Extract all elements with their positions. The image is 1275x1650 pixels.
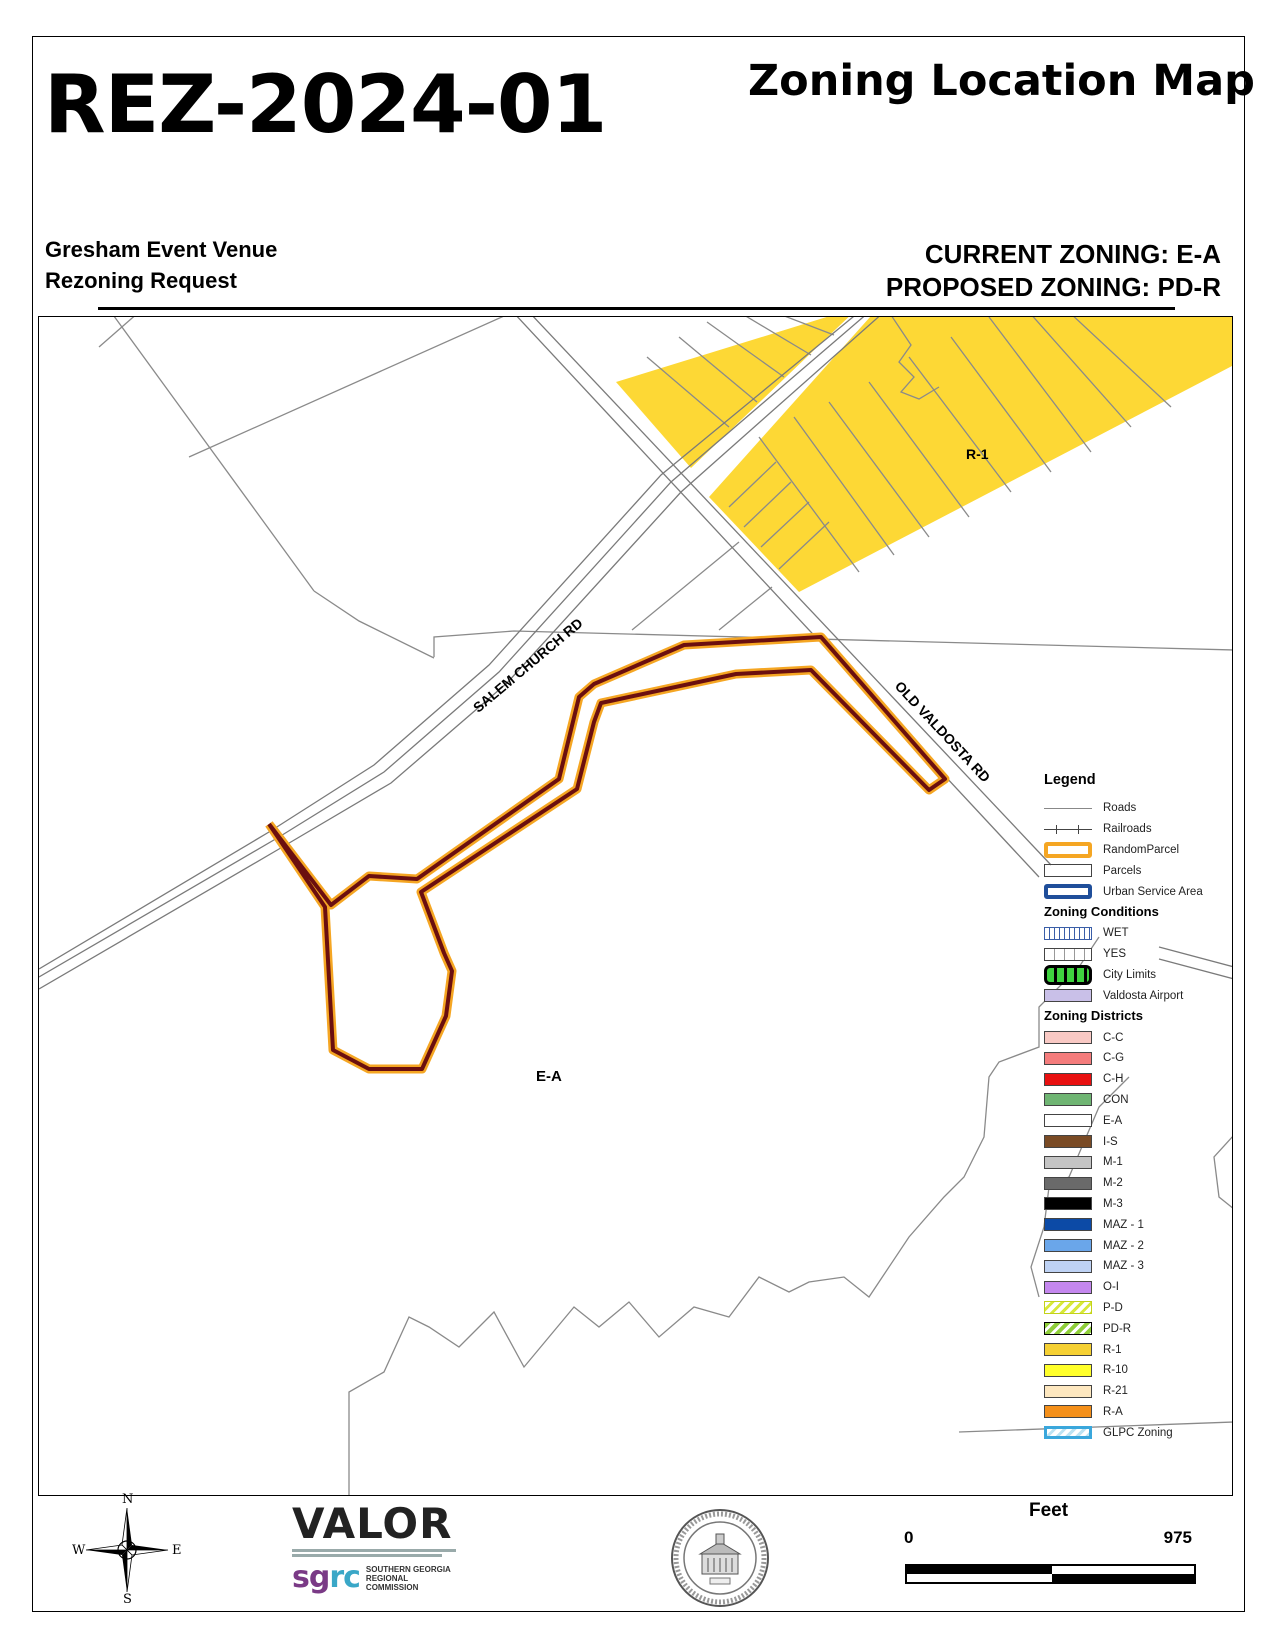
legend-label: RandomParcel: [1103, 843, 1180, 856]
compass-west: W: [72, 1543, 86, 1558]
subject-parcel-outline: [269, 637, 945, 1069]
legend-label: Roads: [1103, 802, 1137, 815]
legend-swatch: [1044, 1031, 1092, 1044]
legend-label: PD-R: [1103, 1322, 1132, 1335]
legend-item: [1040, 1090, 1230, 1111]
compass-south: S: [123, 1592, 132, 1607]
legend-label: MAZ - 3: [1103, 1260, 1144, 1273]
legend-item: [1040, 1048, 1230, 1069]
legend-swatch: [1044, 1260, 1092, 1273]
legend-swatch: [1044, 948, 1092, 961]
legend-conditions-title: Zoning Conditions: [1044, 903, 1159, 919]
r1-district: [616, 317, 1233, 592]
case-id: REZ-2024-01: [44, 58, 607, 151]
legend-label: I-S: [1103, 1135, 1118, 1148]
legend-item: [1040, 944, 1230, 965]
legend-item: [1040, 985, 1230, 1006]
legend-swatch: [1044, 1073, 1092, 1086]
legend-label: Valdosta Airport: [1103, 989, 1184, 1002]
legend-item: [1040, 923, 1230, 944]
valor-logo: [292, 1499, 462, 1595]
compass-north: N: [122, 1492, 134, 1507]
sgrc-wordmark: [292, 1560, 360, 1595]
legend-item: [1040, 1339, 1230, 1360]
legend-swatch: [1044, 1301, 1092, 1314]
legend-item: [1040, 1402, 1230, 1423]
scale-unit: Feet: [1029, 1500, 1069, 1521]
valor-tagline-line: [292, 1554, 442, 1557]
north-arrow: [72, 1492, 182, 1607]
scale-max: 975: [1163, 1528, 1192, 1547]
subject-parcel[interactable]: [269, 637, 945, 1069]
legend-swatch: [1044, 1093, 1092, 1106]
legend-label: C-G: [1103, 1052, 1125, 1065]
legend-item: [1040, 1131, 1230, 1152]
legend-label: M-1: [1103, 1156, 1123, 1169]
legend-swatch: [1044, 1177, 1092, 1190]
legend-item: [1040, 881, 1230, 902]
scale-bar-graphic: [905, 1564, 1196, 1584]
legend-label: MAZ - 1: [1103, 1218, 1144, 1231]
legend-label: M-3: [1103, 1197, 1123, 1210]
legend-swatch: [1044, 1281, 1092, 1294]
legend-item: [1040, 1381, 1230, 1402]
legend-label: R-1: [1103, 1343, 1122, 1356]
road-label-salem-church: SALEM CHURCH RD: [469, 614, 586, 716]
valor-wordmark: VALOR: [292, 1499, 453, 1548]
legend-item: [1040, 1214, 1230, 1235]
legend-item: [1040, 1194, 1230, 1215]
legend-item: [1040, 840, 1230, 861]
legend-swatch: [1044, 1322, 1092, 1335]
header-divider: [98, 307, 1175, 310]
legend-swatch: [1044, 1218, 1092, 1231]
map-title: Zoning Location Map: [748, 56, 1255, 106]
legend-label: R-A: [1103, 1405, 1123, 1418]
legend-swatch: [1044, 1364, 1092, 1377]
map-legend: [1040, 772, 1230, 1443]
district-label-r1: R-1: [966, 446, 989, 462]
legend-label: M-2: [1103, 1177, 1123, 1190]
sgrc-prefix: sg: [292, 1560, 330, 1595]
legend-item: [1040, 1152, 1230, 1173]
legend-swatch: [1044, 864, 1092, 877]
sgrc-suffix: rc: [329, 1560, 360, 1595]
legend-label: P-D: [1103, 1301, 1123, 1314]
sgrc-name: [366, 1565, 462, 1592]
legend-swatch: [1044, 1385, 1092, 1398]
legend-item: [1040, 1235, 1230, 1256]
legend-item: [1040, 1069, 1230, 1090]
request-line-2: Rezoning Request: [45, 268, 237, 293]
legend-swatch: [1044, 965, 1092, 985]
legend-label: MAZ - 2: [1103, 1239, 1144, 1252]
valor-tagline-line: [292, 1549, 456, 1552]
county-seal-icon: [670, 1508, 770, 1608]
request-description: [45, 234, 277, 296]
legend-label: WET: [1103, 927, 1129, 940]
legend-label: Parcels: [1103, 864, 1142, 877]
scale-segment-1: [907, 1566, 1052, 1574]
legend-swatch: [1044, 1197, 1092, 1210]
legend-districts: [1040, 1027, 1230, 1443]
sgrc-name-line-1: SOUTHERN GEORGIA: [365, 1564, 451, 1574]
legend-swatch: [1044, 1405, 1092, 1418]
legend-item: [1040, 1298, 1230, 1319]
legend-title: Legend: [1044, 772, 1096, 788]
compass-east: E: [172, 1543, 182, 1558]
legend-swatch: [1044, 989, 1092, 1002]
legend-label: GLPC Zoning: [1103, 1426, 1173, 1439]
legend-label: Urban Service Area: [1103, 885, 1203, 898]
legend-swatch: [1044, 842, 1092, 858]
scale-min: 0: [904, 1528, 914, 1547]
legend-districts-title: Zoning Districts: [1044, 1008, 1143, 1024]
legend-label: R-21: [1103, 1385, 1128, 1398]
legend-label: CON: [1103, 1093, 1129, 1106]
sgrc-logo: [292, 1560, 462, 1595]
legend-item: [1040, 819, 1230, 840]
request-line-1: Gresham Event Venue: [45, 237, 278, 262]
legend-swatch: [1044, 1052, 1092, 1065]
legend-item: [1040, 1256, 1230, 1277]
scale-segment-2: [1052, 1574, 1194, 1582]
legend-item: [1040, 1422, 1230, 1443]
legend-label: City Limits: [1103, 968, 1157, 981]
legend-label: C-C: [1103, 1031, 1124, 1044]
legend-label: C-H: [1103, 1073, 1124, 1086]
proposed-zoning: PROPOSED ZONING: PD-R: [885, 272, 1221, 302]
legend-item: [1040, 1360, 1230, 1381]
legend-item: [1040, 798, 1230, 819]
legend-swatch: [1044, 884, 1092, 899]
road-label-old-valdosta: OLD VALDOSTA RD: [891, 677, 994, 786]
legend-item: [1040, 1110, 1230, 1131]
zoning-summary: [886, 238, 1221, 304]
legend-swatch: [1044, 1114, 1092, 1127]
legend-label: E-A: [1103, 1114, 1123, 1127]
legend-item: [1040, 1027, 1230, 1048]
county-seal: [670, 1508, 770, 1608]
sgrc-name-line-2: REGIONAL COMMISSION: [365, 1573, 419, 1592]
legend-label: R-10: [1103, 1364, 1128, 1377]
legend-swatch: [1044, 1239, 1092, 1252]
legend-item: [1040, 1173, 1230, 1194]
legend-swatch: [1044, 1156, 1092, 1169]
compass-rose-icon: [74, 1500, 180, 1600]
legend-item: [1040, 965, 1230, 986]
district-label-ea: E-A: [536, 1068, 562, 1085]
legend-label: O-I: [1103, 1281, 1119, 1294]
legend-conditions: [1040, 923, 1230, 1006]
legend-label: Railroads: [1103, 823, 1152, 836]
legend-swatch: [1044, 1135, 1092, 1148]
legend-swatch: [1044, 829, 1092, 830]
legend-swatch: [1044, 1343, 1092, 1356]
legend-item: [1040, 1318, 1230, 1339]
legend-swatch: [1044, 1426, 1092, 1439]
legend-base-layers: [1040, 798, 1230, 902]
legend-item: [1040, 860, 1230, 881]
legend-item: [1040, 1277, 1230, 1298]
legend-swatch: [1044, 808, 1092, 809]
legend-label: YES: [1103, 948, 1127, 961]
legend-swatch: [1044, 927, 1092, 940]
current-zoning: CURRENT ZONING: E-A: [924, 239, 1221, 269]
scale-bar: [904, 1500, 1204, 1590]
